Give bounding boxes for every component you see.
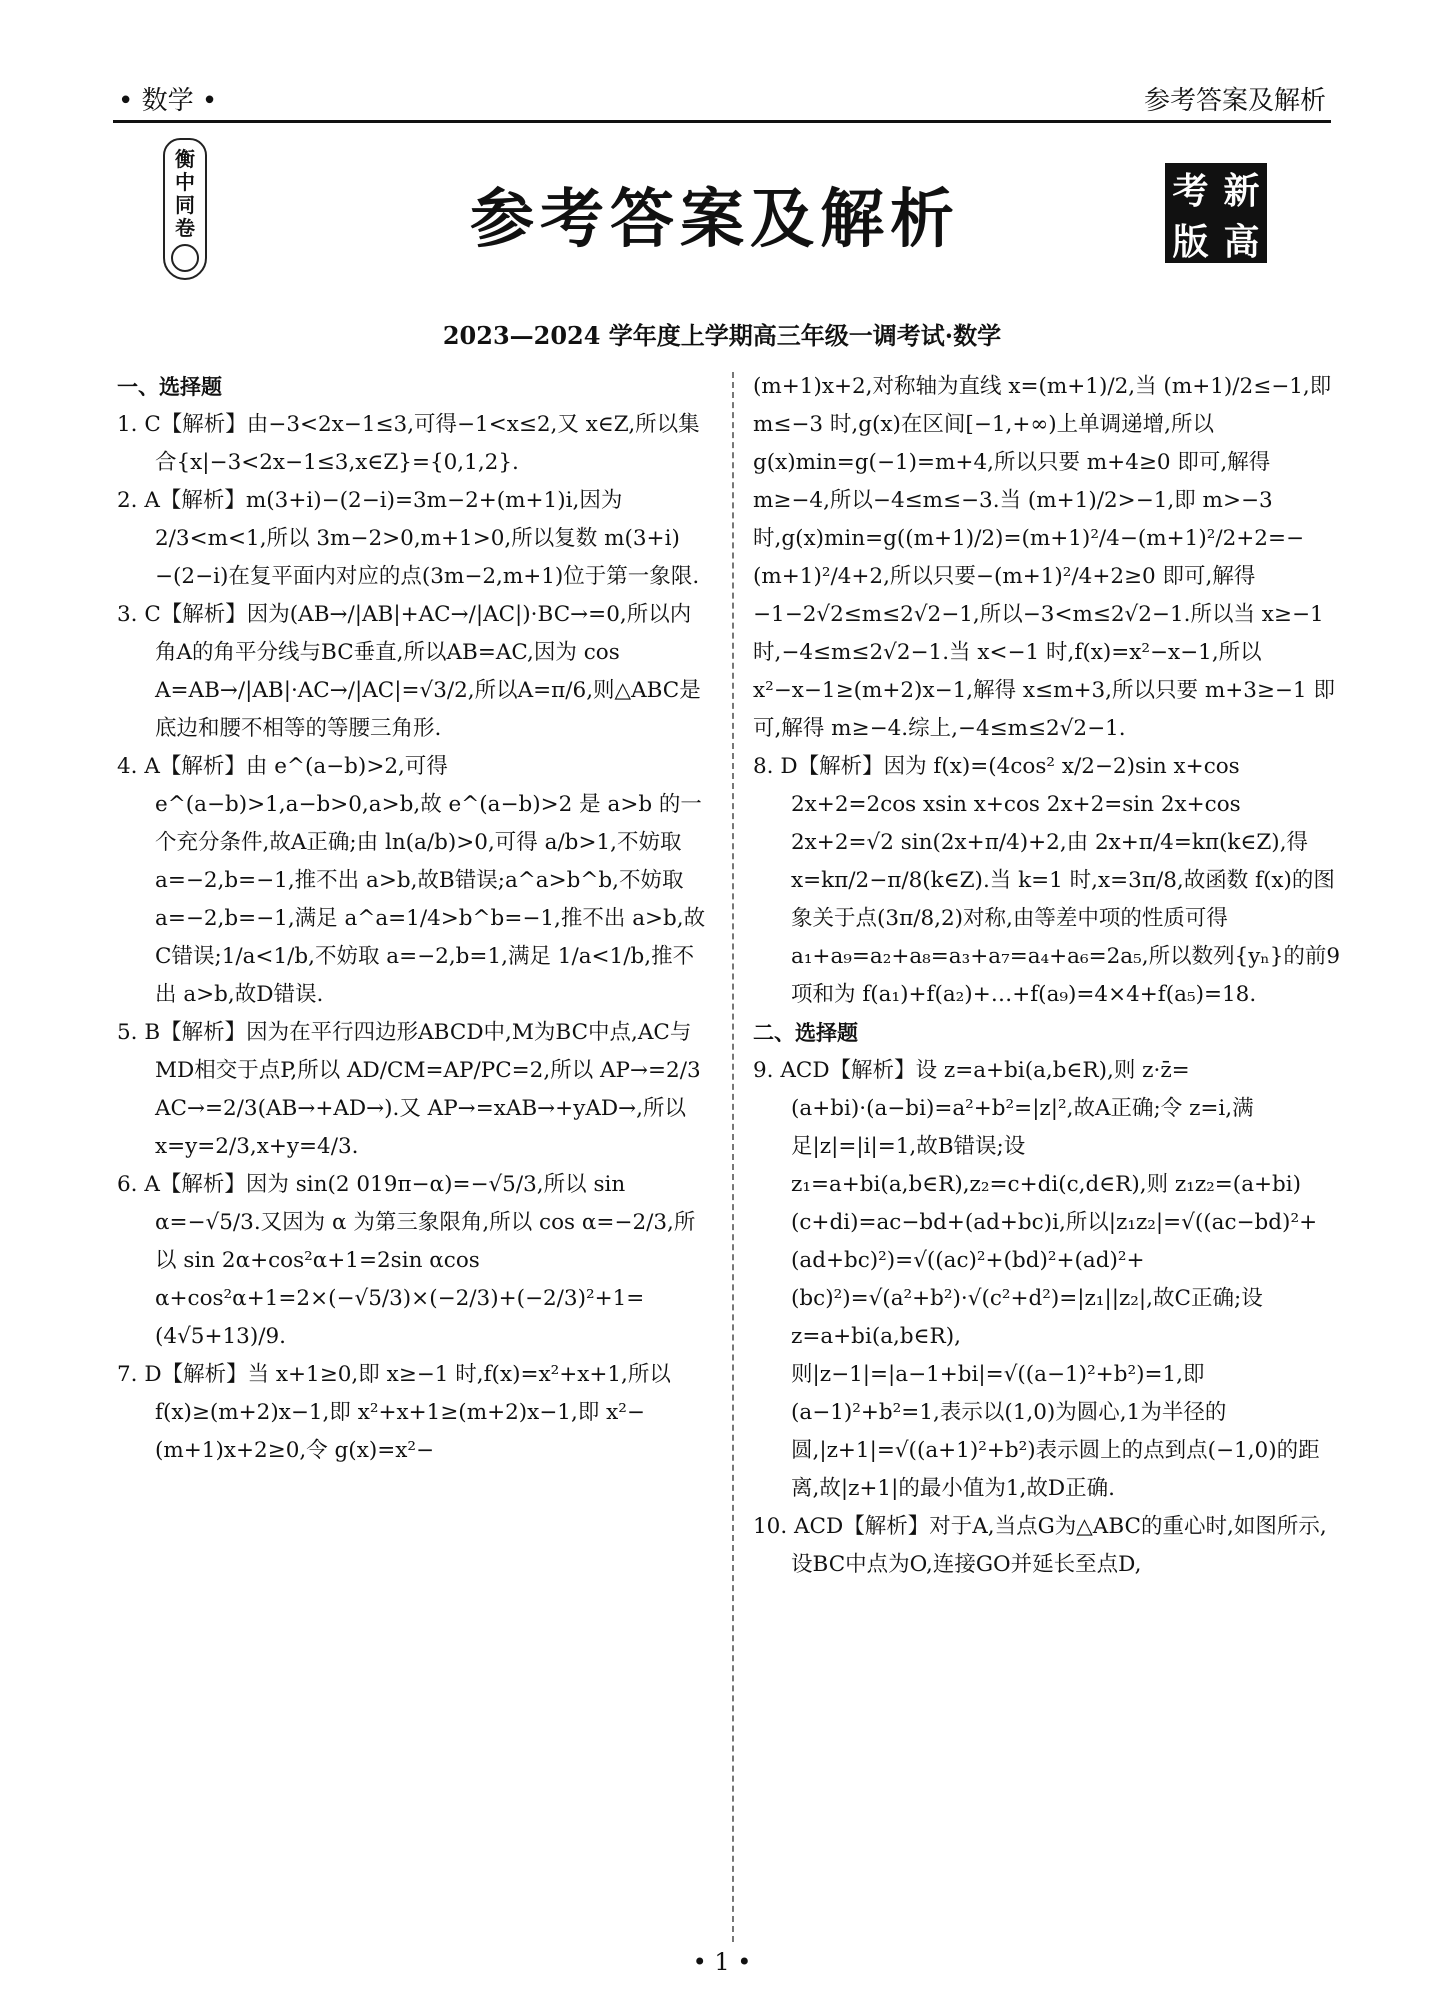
section-heading: 二、选择题 xyxy=(753,1021,858,1045)
answer-item: 3. C【解析】因为(AB→/|AB|+AC→/|AC|)·BC→=0,所以内角A的角平分线与BC垂直,所以AB=AC,因为 cos A=AB→/|AB|·AC→/|AC|=√3/2,所以A=π/6,则△ABC是底边和腰不相等的等腰三角形. xyxy=(117,602,701,741)
section-heading: 一、选择题 xyxy=(117,375,222,399)
new-gaokao-badge xyxy=(1165,163,1267,263)
column-divider xyxy=(732,372,734,1942)
answer-item: 8. D【解析】因为 f(x)=(4cos² x/2−2)sin x+cos 2x+2=2cos xsin x+cos 2x+2=sin 2x+cos 2x+2=√2 sin(2x+π/4)+2,由 2x+π/4=kπ(k∈Z),得 x=kπ/2−π/8(k∈Z).当 k=1 时,x=3π/8,故函数 f(x)的图象关于点(3π/8,2)对称,由等差中项的性质可得 a₁+a₉=a₂+a₈=a₃+a₇=a₄+a₆=2a₅,所以数列{yₙ}的前9项和为 f(a₁)+f(a₂)+…+f(a₉)=4×4+f(a₅)=18. xyxy=(753,754,1341,1007)
left-column xyxy=(117,368,709,1470)
badge-char: 考 xyxy=(1172,170,1209,212)
badge-char: 高 xyxy=(1223,221,1260,263)
badge-char: 版 xyxy=(1172,221,1209,263)
hengzhong-seal-logo xyxy=(163,138,207,280)
header-rule xyxy=(113,120,1331,123)
answer-item: 10. ACD【解析】对于A,当点G为△ABC的重心时,如图所示,设BC中点为O,连接GO并延长至点D, xyxy=(753,1514,1327,1577)
page-title: 参考答案及解析 xyxy=(470,183,960,257)
answer-item: 2. A【解析】m(3+i)−(2−i)=3m−2+(m+1)i,因为 2/3<m<1,所以 3m−2>0,m+1>0,所以复数 m(3+i)−(2−i)在复平面内对应的点(3m−2,m+1)位于第一象限. xyxy=(117,488,700,589)
header-section-title: 参考答案及解析 xyxy=(1143,86,1326,116)
badge-char: 新 xyxy=(1223,170,1260,212)
seal-char: 卷 xyxy=(175,216,195,240)
seal-char: 衡 xyxy=(175,147,195,171)
exam-subtitle: 2023—2024 学年度上学期高三年级一调考试·数学 xyxy=(442,321,1002,350)
header-subject: • 数学 • xyxy=(118,86,218,116)
answer-continuation: (m+1)x+2,对称轴为直线 x=(m+1)/2,当 (m+1)/2≤−1,即 m≤−3 时,g(x)在区间[−1,+∞)上单调递增,所以 g(x)min=g(−1)=m+4,所以只要 m+4≥0 即可,解得 m≥−4,所以−4≤m≤−3.当 (m+1)/2>−1,即 m>−3 时,g(x)min=g((m+1)/2)=(m+1)²/4−(m+1)²/2+2=−(m+1)²/4+2,所以只要−(m+1)²/4+2≥0 即可,解得−1−2√2≤m≤2√2−1,所以−3<m≤2√2−1.所以当 x≥−1 时,−4≤m≤2√2−1.当 x<−1 时,f(x)=x²−x−1,所以 x²−x−1≥(m+2)x−1,解得 x≤m+3,所以只要 m+3≥−1 即可,解得 m≥−4.综上,−4≤m≤2√2−1. xyxy=(753,374,1335,741)
right-column xyxy=(753,368,1345,1584)
answer-item: 4. A【解析】由 e^(a−b)>2,可得 e^(a−b)>1,a−b>0,a>b,故 e^(a−b)>2 是 a>b 的一个充分条件,故A正确;由 ln(a/b)>0,可得 a/b>1,不妨取 a=−2,b=−1,推不出 a>b,故B错误;a^a>b^b,不妨取 a=−2,b=−1,满足 a^a=1/4>b^b=−1,推不出 a>b,故C错误;1/a<1/b,不妨取 a=−2,b=1,满足 1/a<1/b,推不出 a>b,故D错误. xyxy=(117,754,706,1007)
seal-char: 中 xyxy=(175,170,195,194)
swirl-icon xyxy=(171,244,199,272)
page-number: • 1 • xyxy=(692,1948,752,1976)
answer-item: 5. B【解析】因为在平行四边形ABCD中,M为BC中点,AC与MD相交于点P,所以 AD/CM=AP/PC=2,所以 AP→=2/3 AC→=2/3(AB→+AD→).又 AP→=xAB→+yAD→,所以 x=y=2/3,x+y=4/3. xyxy=(117,1020,701,1159)
answer-item: 7. D【解析】当 x+1≥0,即 x≥−1 时,f(x)=x²+x+1,所以 f(x)≥(m+2)x−1,即 x²+x+1≥(m+2)x−1,即 x²−(m+1)x+2≥0,令 g(x)=x²− xyxy=(117,1362,671,1463)
seal-char: 同 xyxy=(175,193,195,217)
answer-item: 1. C【解析】由−3<2x−1≤3,可得−1<x≤2,又 x∈Z,所以集合{x|−3<2x−1≤3,x∈Z}={0,1,2}. xyxy=(117,412,700,475)
answer-item: 6. A【解析】因为 sin(2 019π−α)=−√5/3,所以 sin α=−√5/3.又因为 α 为第三象限角,所以 cos α=−2/3,所以 sin 2α+cos²α+1=2sin αcos α+cos²α+1=2×(−√5/3)×(−2/3)+(−2/3)²+1=(4√5+13)/9. xyxy=(117,1172,696,1349)
answer-item: 9. ACD【解析】设 z=a+bi(a,b∈R),则 z·z̄=(a+bi)·(a−bi)=a²+b²=|z|²,故A正确;令 z=i,满足|z|=|i|=1,故B错误;设 z₁=a+bi(a,b∈R),z₂=c+di(c,d∈R),则 z₁z₂=(a+bi)(c+di)=ac−bd+(ad+bc)i,所以|z₁z₂|=√((ac−bd)²+(ad+bc)²)=√((ac)²+(bd)²+(ad)²+(bc)²)=√(a²+b²)·√(c²+d²)=|z₁||z₂|,故C正确;设 z=a+bi(a,b∈R),则|z−1|=|a−1+bi|=√((a−1)²+b²)=1,即(a−1)²+b²=1,表示以(1,0)为圆心,1为半径的圆,|z+1|=√((a+1)²+b²)表示圆上的点到点(−1,0)的距离,故|z+1|的最小值为1,故D正确. xyxy=(753,1058,1320,1501)
